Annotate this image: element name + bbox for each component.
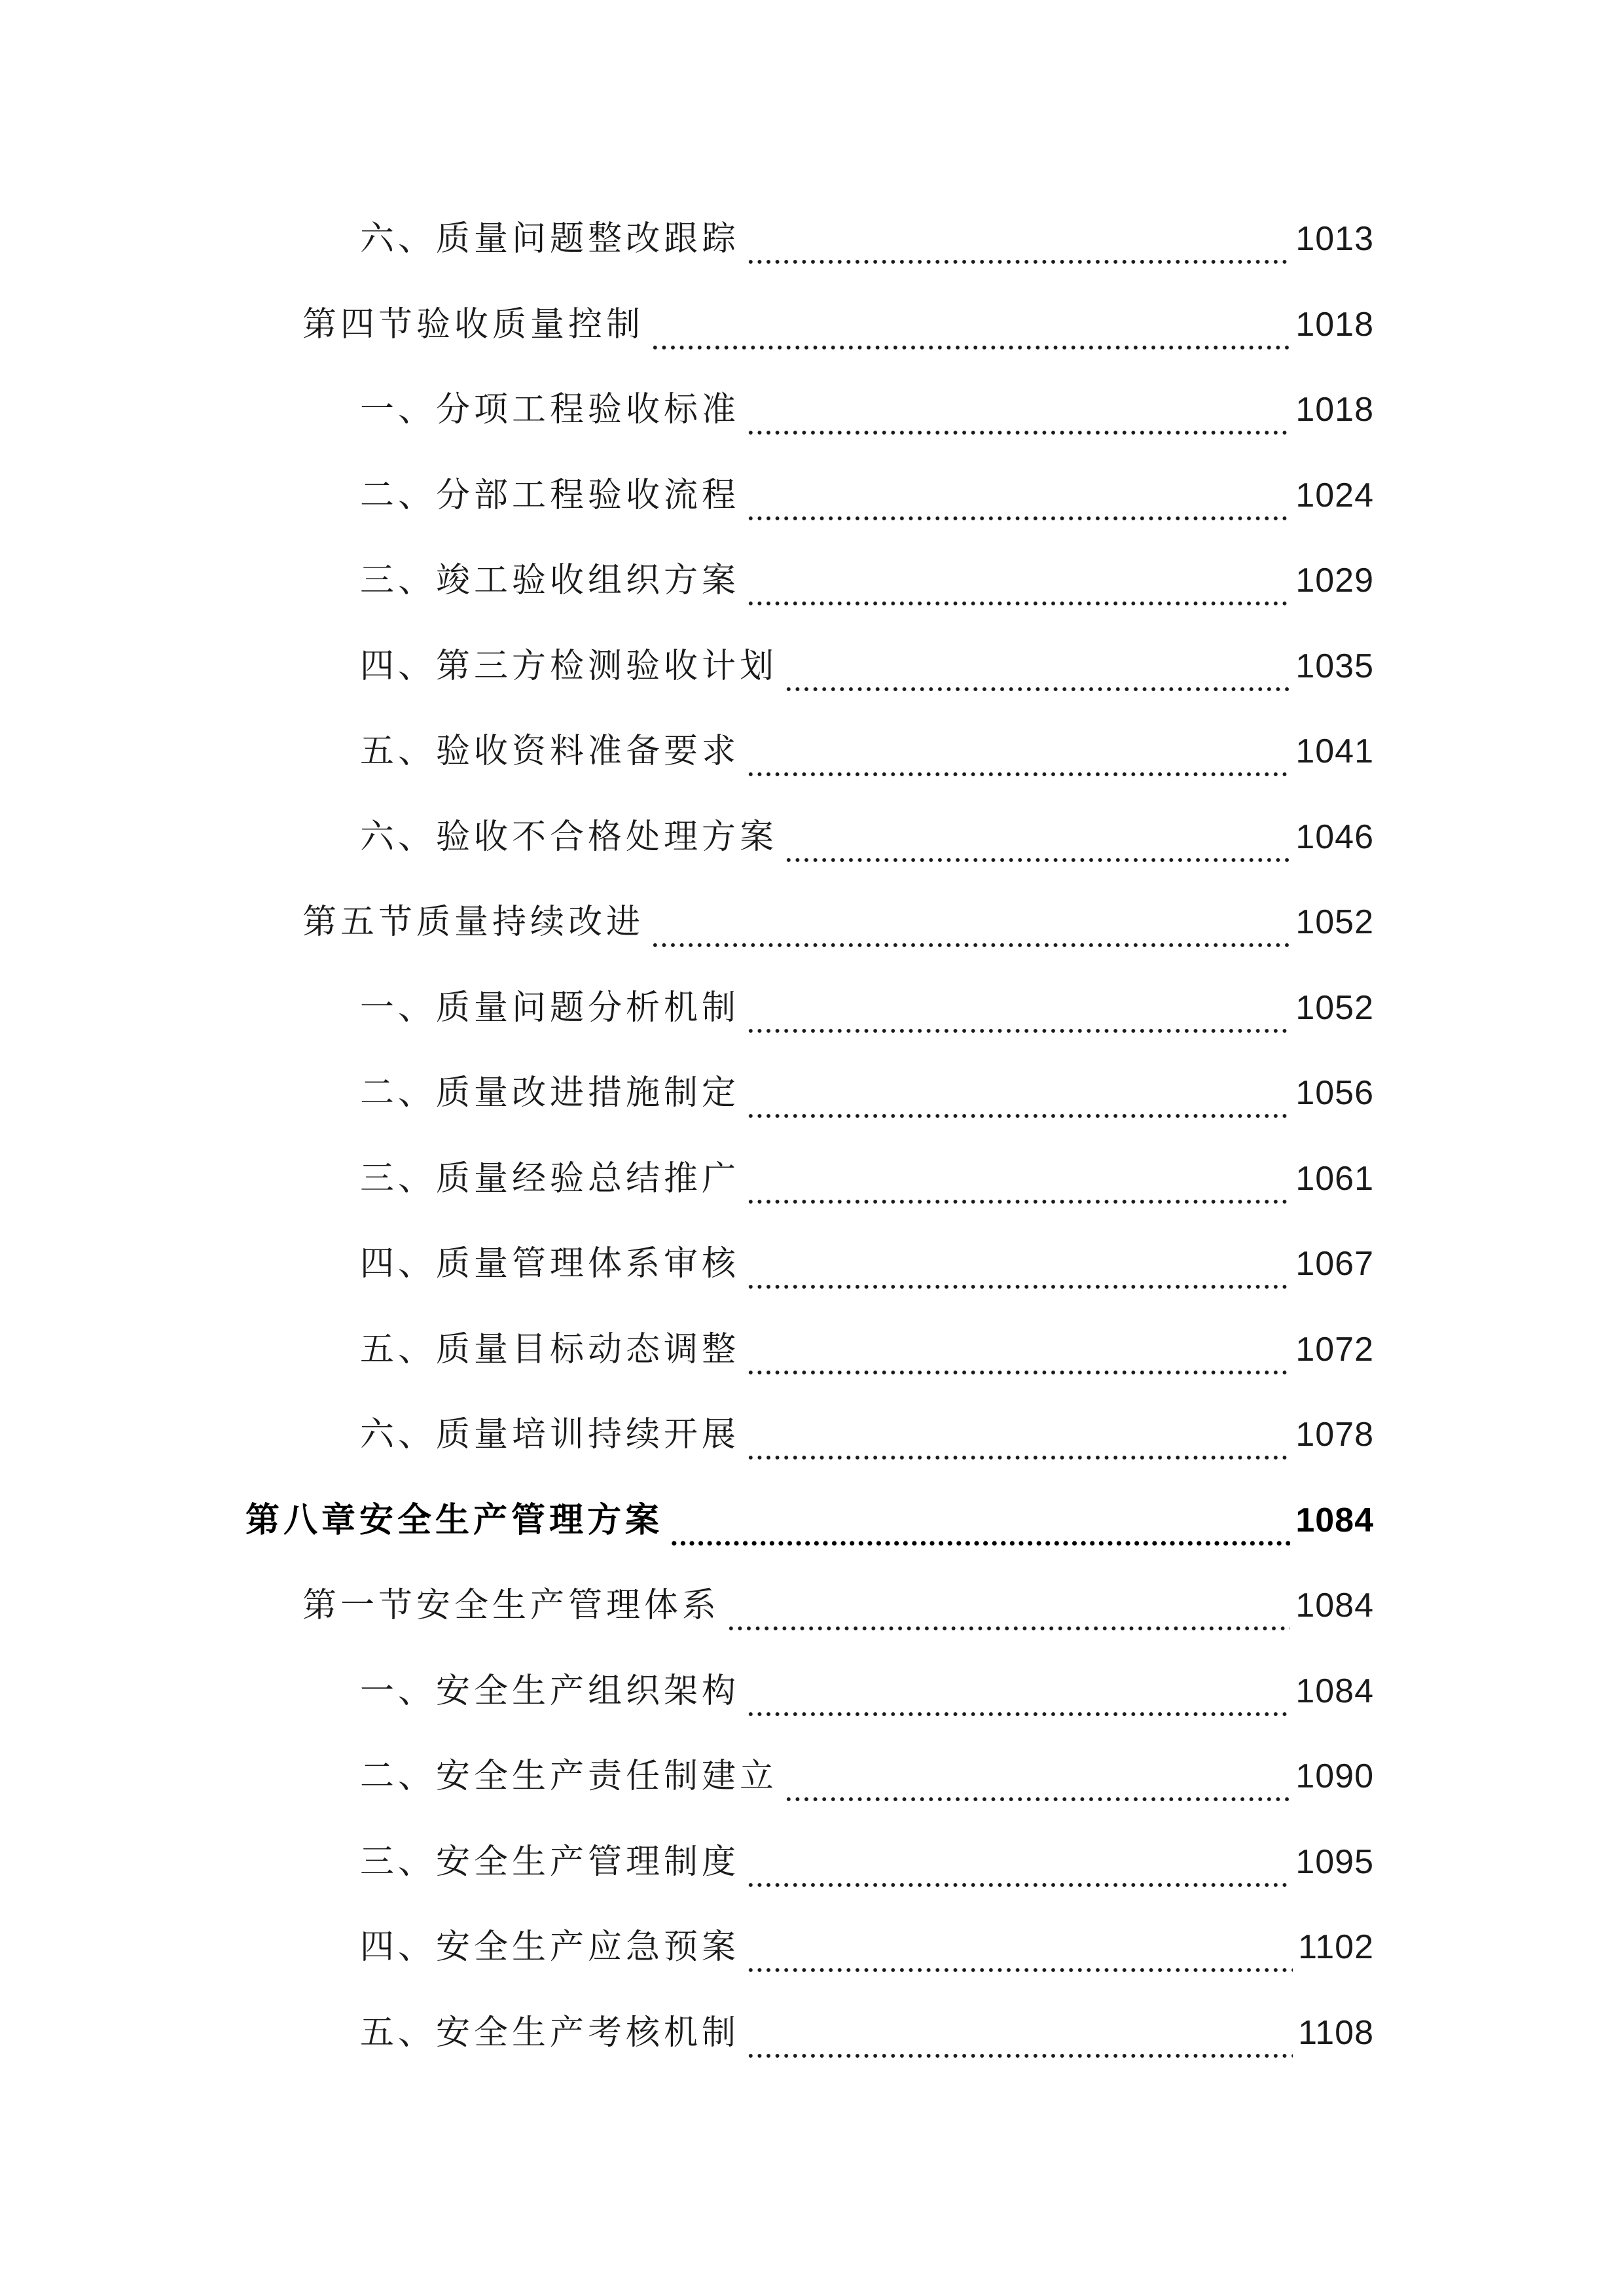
toc-entry[interactable] [360,1665,1374,1717]
toc-entry[interactable] [360,725,1374,778]
toc-entry[interactable] [360,1067,1374,1119]
toc-entry-label: 六、质量问题整改跟踪 [360,219,740,259]
toc-entry[interactable] [302,298,1374,351]
toc-dot-leader [746,1934,1293,1973]
toc-entry-label: 五、验收资料准备要求 [360,732,740,771]
toc-page-number: 1090 [1295,1757,1374,1795]
toc-entry-label: 一、分项工程验收标准 [360,390,740,429]
toc-entry[interactable] [360,469,1374,522]
toc-entry[interactable] [360,811,1374,863]
toc-entry[interactable] [360,384,1374,436]
toc-dot-leader [784,653,1290,692]
toc-entry-label: 三、竣工验收组织方案 [360,561,740,600]
toc-dot-leader [784,824,1290,863]
toc-entry-label: 六、质量培训持续开展 [360,1415,740,1454]
toc-entry-label: 四、质量管理体系审核 [360,1244,740,1283]
toc-entry-label: 六、验收不合格处理方案 [360,817,778,857]
toc-page-number: 1067 [1295,1245,1374,1283]
toc-page-number: 1078 [1295,1416,1374,1454]
toc-dot-leader [746,226,1290,265]
toc-entry-label: 一、安全生产组织架构 [360,1672,740,1711]
toc-dot-leader [746,995,1290,1034]
toc-entry[interactable] [360,1408,1374,1461]
toc-entry[interactable] [360,1921,1374,1973]
toc-entry[interactable] [302,896,1374,948]
toc-page-number: 1084 [1295,1672,1374,1710]
toc-dot-leader [651,909,1290,948]
toc-dot-leader [746,1336,1290,1376]
toc-entry[interactable] [360,554,1374,607]
toc-dot-leader [746,2020,1293,2059]
toc-page-number: 1024 [1295,476,1374,514]
toc-page-number: 1018 [1295,306,1374,344]
toc-page-number: 1052 [1295,903,1374,941]
toc-page-number: 1041 [1295,732,1374,770]
toc-page-number: 1108 [1298,2014,1374,2052]
toc-page-number: 1102 [1298,1928,1374,1966]
toc-dot-leader [746,1166,1290,1205]
toc-entry[interactable] [245,1494,1374,1547]
toc-dot-leader [746,1080,1290,1119]
toc-entry[interactable] [302,1579,1374,1632]
toc-dot-leader [746,397,1290,436]
toc-entry-label: 四、第三方检测验收计划 [360,647,778,686]
toc-page-number: 1029 [1295,562,1374,600]
toc-page-number: 1046 [1295,818,1374,856]
toc-dot-leader [746,567,1290,607]
toc-entry-label: 第八章安全生产管理方案 [245,1501,664,1540]
toc-entry-label: 第一节安全生产管理体系 [302,1586,721,1625]
toc-entry-label: 第四节验收质量控制 [302,305,645,344]
toc-page-number: 1061 [1295,1160,1374,1198]
toc-page-number: 1035 [1295,647,1374,685]
toc-entry[interactable] [360,982,1374,1034]
toc-page-number: 1084 [1295,1501,1374,1539]
toc-dot-leader [746,1678,1290,1717]
toc-entry[interactable] [360,2007,1374,2059]
toc-entry[interactable] [360,1238,1374,1290]
toc-entry-label: 二、安全生产责任制建立 [360,1757,778,1796]
toc-entry-label: 二、质量改进措施制定 [360,1073,740,1113]
toc-page-number: 1018 [1295,391,1374,429]
toc-dot-leader [651,312,1290,351]
toc-entry-label: 第五节质量持续改进 [302,903,645,942]
toc-entry-label: 五、安全生产考核机制 [360,2013,740,2053]
toc-page-number: 1084 [1295,1587,1374,1624]
toc-entry[interactable] [360,1323,1374,1376]
toc-page-number: 1052 [1295,989,1374,1027]
toc-dot-leader [746,1849,1290,1888]
toc-entry-label: 三、质量经验总结推广 [360,1159,740,1198]
toc-dot-leader [746,738,1290,778]
toc-dot-leader [746,1422,1290,1461]
toc-entry[interactable] [360,1153,1374,1205]
toc-entry-label: 三、安全生产管理制度 [360,1842,740,1882]
toc-entry[interactable] [360,213,1374,265]
toc-entry-label: 二、分部工程验收流程 [360,476,740,515]
toc-dot-leader [670,1507,1290,1547]
toc-dot-leader [746,1251,1290,1290]
toc-dot-leader [746,482,1290,522]
toc-page-number: 1056 [1295,1074,1374,1112]
toc-dot-leader [784,1763,1290,1803]
toc-entry-label: 四、安全生产应急预案 [360,1928,740,1967]
toc-entry[interactable] [360,1836,1374,1888]
toc-dot-leader [727,1592,1290,1632]
toc-page-number: 1072 [1295,1331,1374,1369]
toc-entry[interactable] [360,1750,1374,1803]
toc-entry[interactable] [360,640,1374,692]
toc-page-number: 1013 [1295,220,1374,258]
toc-entry-label: 五、质量目标动态调整 [360,1330,740,1369]
toc-entry-label: 一、质量问题分析机制 [360,988,740,1028]
toc-page-number: 1095 [1295,1843,1374,1881]
